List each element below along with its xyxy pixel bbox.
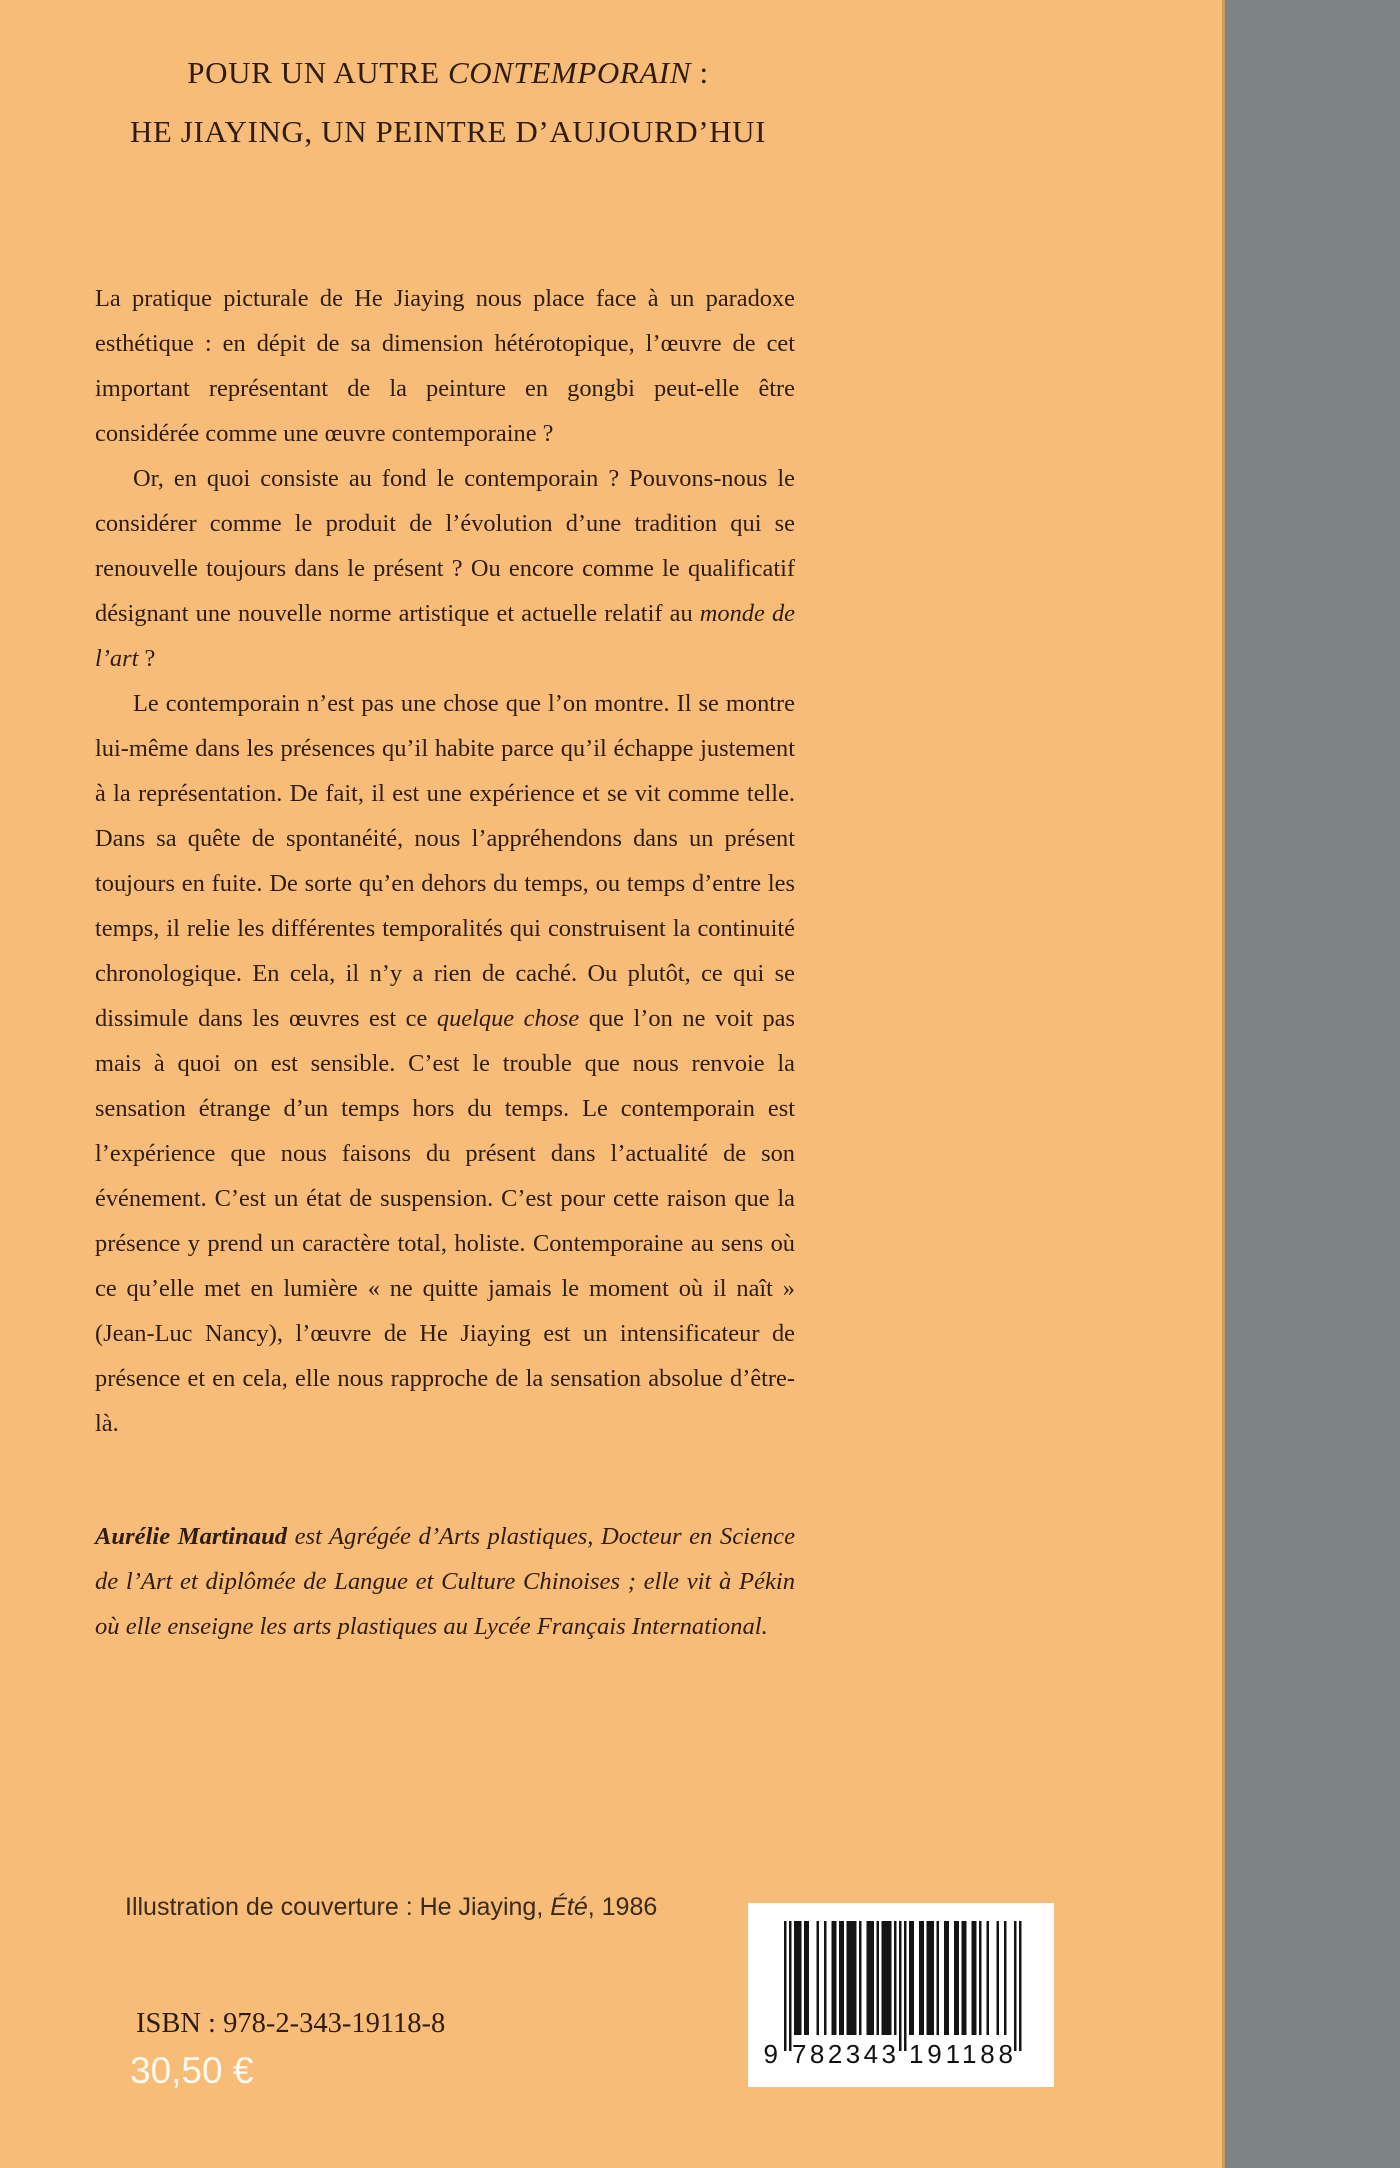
book-title (95, 52, 801, 153)
price: 30,50 € (130, 2050, 254, 2091)
isbn-number: ISBN : 978-2-343-19118-8 (136, 2008, 446, 2039)
svg-text:9: 9 (763, 2039, 778, 2069)
barcode-svg (748, 1903, 1054, 2087)
author-bio: Aurélie Martinaud est Agrégée d’Arts plastiques, Docteur en Science de l’Art et diplômée de Langue et Culture Chinoises ; elle vit à Pékin où elle enseigne les arts plastiques au Lycée Français International. (95, 1523, 795, 1640)
title-line-1: POUR UN AUTRE CONTEMPORAIN : (187, 55, 709, 90)
svg-text:782343: 782343 (792, 2039, 896, 2069)
svg-text:191188: 191188 (909, 2039, 1013, 2069)
side-gray-strip (1222, 0, 1400, 2168)
title-line-2: HE JIAYING, UN PEINTRE D’AUJOURD’HUI (129, 114, 767, 149)
back-cover-text (95, 276, 795, 1446)
body-paragraph: Le contemporain n’est pas une chose que l’on montre. Il se montre lui-même dans les présences qu’il habite parce qu’il échappe justement à la représentation. De fait, il est une expérience et se vit comme telle. Dans sa quête de spontanéité, nous l’appréhendons dans un présent toujours en fuite. De sorte qu’en dehors du temps, ou temps d’entre les temps, il relie les différentes temporalités qui construisent la continuité chronologique. En cela, il n’y a rien de caché. Ou plutôt, ce qui se dissimule dans les œuvres est ce quelque chose que l’on ne voit pas mais à quoi on est sensible. C’est le trouble que nous renvoie la sensation étrange d’un temps hors du temps. Le contemporain est l’expérience que nous faisons du présent dans l’actualité de son événement. C’est un état de suspension. C’est pour cette raison que la présence y prend un caractère total, holiste. Contemporaine au sens où ce qu’elle met en lumière « ne quitte jamais le moment où il naît » (Jean-Luc Nancy), l’œuvre de He Jiaying est un intensificateur de présence et en cela, elle nous rapproche de la sensation absolue d’être-là. (95, 690, 795, 1437)
barcode-panel (748, 1903, 1054, 2087)
body-paragraph: La pratique picturale de He Jiaying nous place face à un paradoxe esthétique : en dépit de sa dimension hétérotopique, l’œuvre de cet important représentant de la peinture en gongbi peut-elle être considérée comme une œuvre contemporaine ? (95, 285, 795, 447)
body-paragraph: Or, en quoi consiste au fond le contemporain ? Pouvons-nous le considérer comme le produit de l’évolution d’une tradition qui se renouvelle toujours dans le présent ? Ou encore comme le qualificatif désignant une nouvelle norme artistique et actuelle relatif au monde de l’art ? (95, 465, 795, 672)
cover-illustration-credit: Illustration de couverture : He Jiaying, Été, 1986 (125, 1893, 658, 1921)
